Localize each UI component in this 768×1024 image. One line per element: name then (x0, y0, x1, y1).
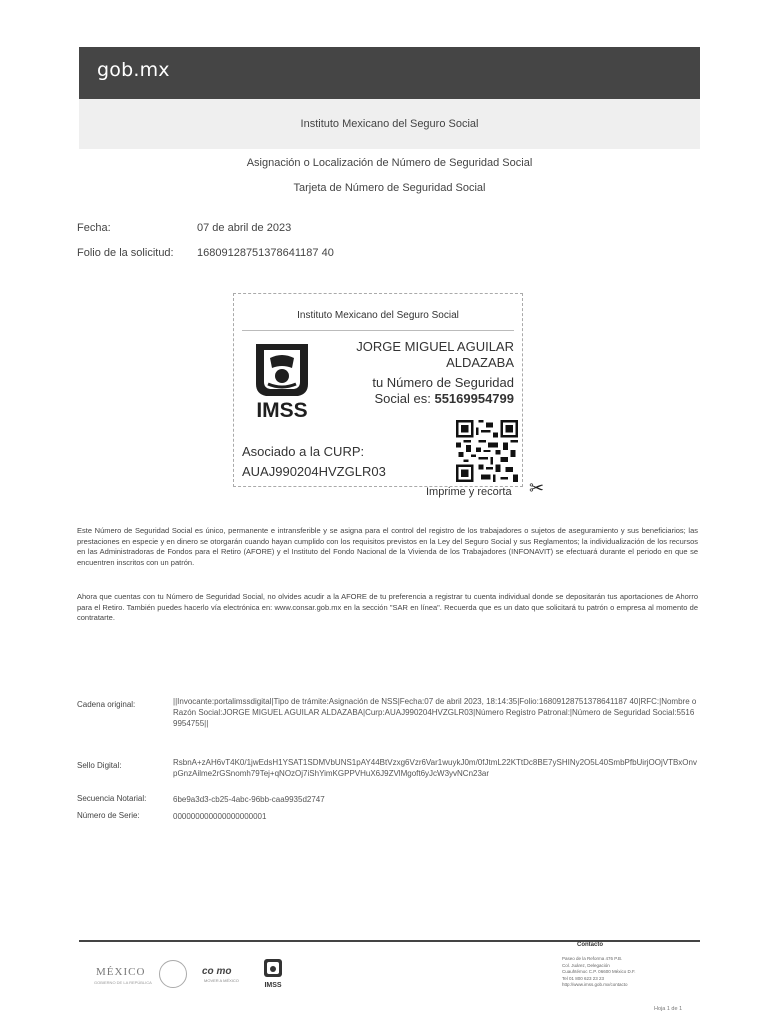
nss-card (233, 293, 523, 487)
footer-mexico-sub: GOBIERNO DE LA REPÚBLICA (94, 980, 152, 985)
institution-band (79, 99, 700, 149)
cadena-value: ||Invocante:portalimssdigital|Tipo de trámite:Asignación de NSS|Fecha:07 de abril 2023, 18:14:35|Folio:16809128751378641187 40|RFC:|Nombre o Razón Social:JORGE MIGUEL AGUILAR ALDAZABA|Curp:AUAJ990204HVZGLR03|Número Registro Patronal:|Número de Seguridad Social:55169954755|| (173, 697, 697, 728)
imss-logo-text: IMSS (256, 399, 308, 420)
footer-contact-title: Contacto (577, 942, 603, 948)
folio-value: 16809128751378641187 40 (197, 247, 334, 259)
nss-legal-paragraph: Este Número de Seguridad Social es único, permanente e intransferible y se asigna para el control del registro de los trabajadores o sujetos de aseguramiento y sus beneficiarios; las prestaciones en especie y en dinero se otorgarán cuando hayan cumplido con los requisitos previstos en la Ley del Seguro Social y sus Reglamentos; la individualización de los recursos en las Administradoras de Fondos para el Retiro (AFORE) y el Instituto del Fondo Nacional de la Vivienda de los Trabajadores (INFONAVIT) se efectuará durante el periodo en que se encuentren inscritos con un patrón. (77, 526, 698, 567)
document-subtitle: Tarjeta de Número de Seguridad Social (293, 182, 486, 194)
fecha-value: 07 de abril de 2023 (197, 222, 292, 234)
sello-label: Sello Digital: (77, 761, 122, 770)
card-title: Instituto Mexicano del Seguro Social (297, 310, 459, 321)
qr-code-icon (456, 420, 518, 482)
footer-imss-logo-icon (262, 958, 284, 990)
footer-mover-logo: co mo (202, 966, 232, 977)
footer-contact-link[interactable]: http://www.imss.gob.mx/contacto (562, 982, 628, 987)
serie-label: Número de Serie: (77, 811, 140, 820)
footer-mover-sub: MOVER A MÉXICO (204, 978, 239, 983)
curp-value: AUAJ990204HVZGLR03 (242, 464, 386, 479)
serie-value: 000000000000000000001 (173, 812, 267, 821)
footer-divider (79, 940, 700, 942)
curp-label: Asociado a la CURP: (242, 444, 365, 459)
gobmx-header-bar (79, 47, 700, 99)
svg-text:IMSS: IMSS (264, 982, 282, 989)
institution-name: Instituto Mexicano del Seguro Social (300, 118, 479, 130)
secuencia-value: 6be9a3d3-cb25-4abc-96bb-caa9935d2747 (173, 795, 325, 804)
imss-logo-icon (248, 340, 316, 420)
secuencia-label: Secuencia Notarial: (77, 794, 147, 803)
footer-contact-info: Paseo de la Reforma 476 P.B. Col. Juárez, Delegación Cuauhtémoc C.P. 06600 México D.F. Tel 01 800 623 23 23 http://www.imss.gob.mx/contacto (562, 956, 636, 987)
cut-instruction: Imprime y recorta (426, 486, 512, 498)
holder-name: JORGE MIGUEL AGUILAR ALDAZABA (356, 339, 514, 370)
page-number: Hoja 1 de 1 (654, 1006, 683, 1012)
afore-paragraph: Ahora que cuentas con tu Número de Seguridad Social, no olvides acudir a la AFORE de tu preferencia a registrar tu cuenta individual donde se depositarán tus aportaciones de Ahorro para el Retiro. También puedes hacerlo vía electrónica en: www.consar.gob.mx en la sección "SAR en línea". Recuerda que es un dato que solicitará tu patrón o empresa al momento de contratarte. (77, 592, 698, 622)
nss-number: 55169954799 (434, 391, 514, 406)
gobmx-logo[interactable]: gob.mx (97, 59, 170, 81)
scissors-icon: ✂ (529, 478, 545, 498)
nss-statement: tu Número de Seguridad Social es: 55169954799 (372, 375, 514, 406)
card-divider (242, 330, 514, 331)
folio-label: Folio de la solicitud: (77, 247, 174, 259)
footer-mexico-logo: MÉXICO (96, 966, 146, 978)
fecha-label: Fecha: (77, 222, 111, 234)
document-title: Asignación o Localización de Número de Seguridad Social (246, 157, 533, 169)
national-seal-icon (159, 960, 187, 988)
sello-value: RsbnA+zAH6vT4K0/1jwEdsH1YSAT1SDMVbUNS1pAY44BtVzxg6Vzr6Var1wuykJ0m/0fJtmL22KTtDc8BE7ySHINy2O5L40SmbPfbUirjOOjVTBxOnvpGnzAilme2rGSnomh79Tej+qNOzOj7iShYimKGPPVHuX6J9ZVlMgoft6yJcW3yvNCn23ar (173, 758, 697, 778)
cadena-label: Cadena original: (77, 700, 136, 709)
